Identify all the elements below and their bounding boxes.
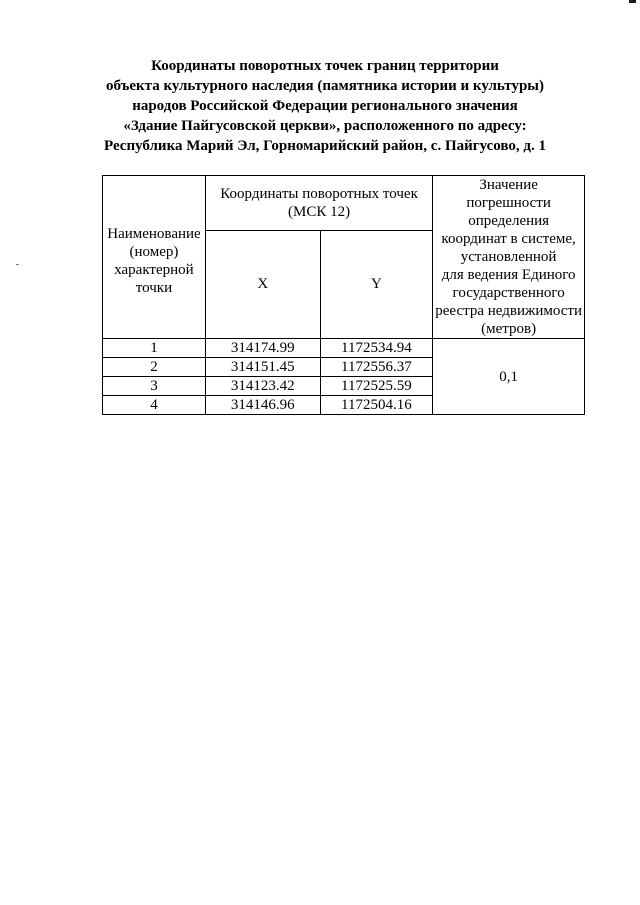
point-number: 4 xyxy=(103,396,206,415)
table-row xyxy=(103,339,585,358)
coordinates-table xyxy=(102,175,585,415)
accuracy-value: 0,1 xyxy=(433,339,585,415)
coordinate-y: 1172525.59 xyxy=(320,377,433,396)
header-coordinates xyxy=(205,176,432,231)
title-line-3: народов Российской Федерации регионального значения xyxy=(132,98,518,114)
point-number: 1 xyxy=(103,339,206,358)
document-title xyxy=(60,56,590,156)
coordinate-y: 1172504.16 xyxy=(320,396,433,415)
header-y: Y xyxy=(320,230,433,338)
scan-speck xyxy=(16,264,19,265)
point-number: 3 xyxy=(103,377,206,396)
header-accuracy xyxy=(433,176,585,339)
scan-edge-mark xyxy=(629,0,636,3)
title-line-4: «Здание Пайгусовской церкви», расположенного по адресу: xyxy=(123,118,527,134)
header-coordinates-text: Координаты поворотных точек (МСК 12) xyxy=(220,185,418,220)
header-point-name-text: Наименование (номер) характерной точки xyxy=(107,226,201,296)
title-line-1: Координаты поворотных точек границ территории xyxy=(151,58,499,74)
coordinate-y: 1172534.94 xyxy=(320,339,433,358)
coordinate-x: 314151.45 xyxy=(205,358,320,377)
header-accuracy-text: Значение погрешности определения координат в системе, установленной для ведения Единого государственного реестра недвижимости (метров) xyxy=(435,177,582,337)
coordinate-x: 314123.42 xyxy=(205,377,320,396)
table-header-row xyxy=(103,176,585,231)
title-line-2: объекта культурного наследия (памятника истории и культуры) xyxy=(105,78,544,94)
header-point-name xyxy=(103,176,206,339)
header-x: X xyxy=(205,230,320,338)
title-line-5: Республика Марий Эл, Горномарийский район, с. Пайгусово, д. 1 xyxy=(103,138,546,154)
coordinate-x: 314146.96 xyxy=(205,396,320,415)
coordinate-y: 1172556.37 xyxy=(320,358,433,377)
point-number: 2 xyxy=(103,358,206,377)
coordinate-x: 314174.99 xyxy=(205,339,320,358)
